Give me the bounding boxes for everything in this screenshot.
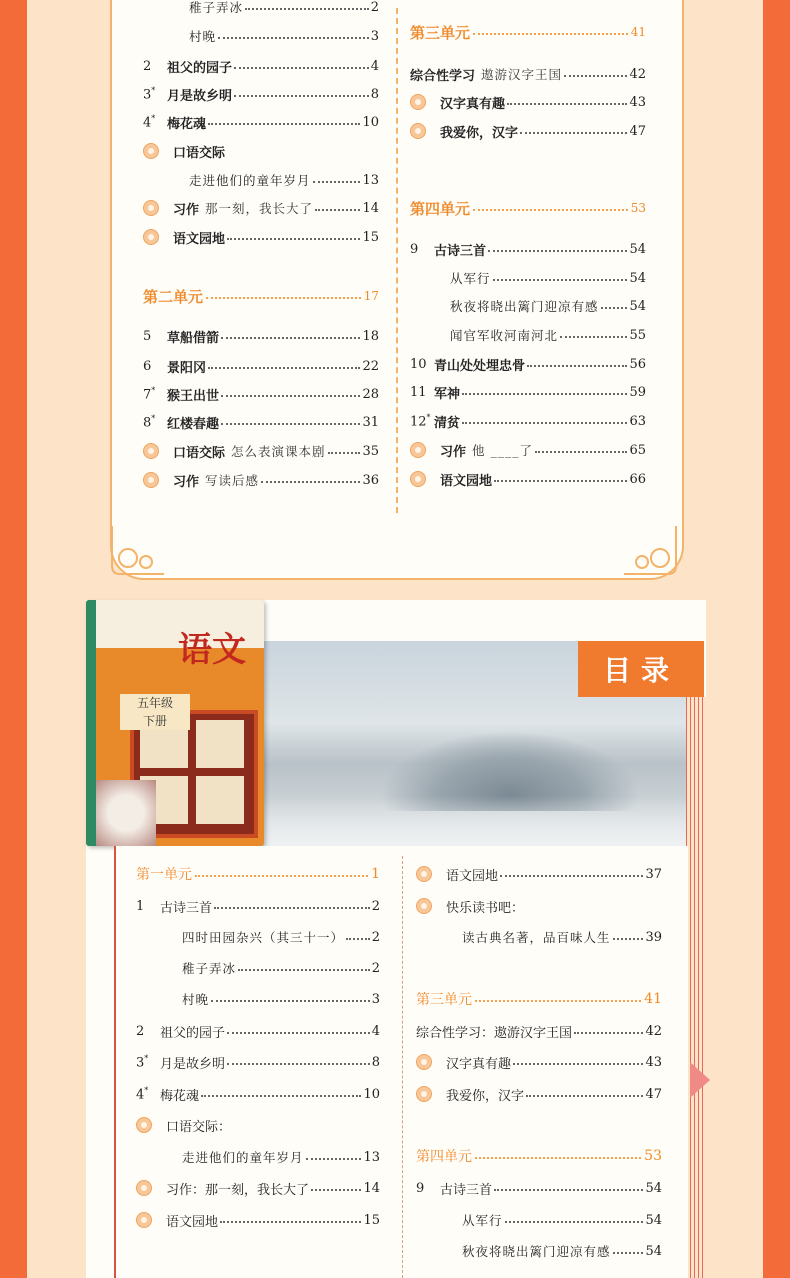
toc-subentry[interactable] bbox=[189, 170, 379, 190]
unit-heading[interactable] bbox=[410, 196, 646, 220]
flower-bullet-icon bbox=[143, 472, 159, 488]
page-edge-lines bbox=[686, 697, 706, 1278]
dot-leader bbox=[201, 1086, 361, 1097]
toc-subentry[interactable] bbox=[462, 927, 662, 947]
book-spine bbox=[86, 600, 96, 846]
lesson-number: 9 bbox=[416, 1180, 425, 1196]
page-number: 54 bbox=[629, 298, 646, 314]
dot-leader bbox=[473, 24, 628, 35]
toc-subentry[interactable] bbox=[189, 26, 379, 46]
dot-leader bbox=[475, 991, 641, 1002]
entry-title: 综合性学习 bbox=[410, 68, 476, 84]
entry-title: 古诗三首 bbox=[440, 1182, 493, 1198]
dot-leader bbox=[313, 172, 361, 183]
dot-leader bbox=[520, 123, 627, 134]
toc-subentry[interactable] bbox=[462, 1210, 662, 1230]
flower-bullet-icon bbox=[410, 442, 426, 458]
dot-leader bbox=[195, 866, 368, 877]
entry-title: 习作 bbox=[173, 202, 200, 218]
unit-heading[interactable] bbox=[416, 1144, 662, 1168]
dot-leader bbox=[311, 1180, 361, 1191]
lesson-number: 2 bbox=[136, 1023, 145, 1039]
page-number: 31 bbox=[362, 414, 379, 430]
dot-leader bbox=[315, 200, 360, 211]
entry-title: 习作 bbox=[173, 474, 200, 490]
dot-leader bbox=[526, 1086, 643, 1097]
toc-subentry[interactable] bbox=[462, 1241, 662, 1261]
lesson-number: 9 bbox=[410, 241, 419, 257]
entry-title: 从军行 bbox=[450, 271, 491, 286]
lesson-number: 12* bbox=[410, 412, 431, 430]
entry-title: 村晚 bbox=[189, 29, 217, 44]
entry-title: 汉字真有趣 bbox=[440, 96, 506, 112]
page-number: 47 bbox=[645, 1086, 662, 1102]
toc-entry[interactable] bbox=[410, 121, 646, 141]
page-number: 54 bbox=[645, 1212, 662, 1228]
entry-title: 口语交际 bbox=[173, 445, 226, 461]
page-number: 14 bbox=[363, 1180, 380, 1196]
toc-entry[interactable] bbox=[410, 239, 646, 259]
toc-entry[interactable] bbox=[410, 411, 646, 431]
flower-bullet-icon bbox=[410, 471, 426, 487]
toc-entry[interactable] bbox=[143, 56, 379, 76]
star-mark: * bbox=[144, 1085, 149, 1095]
dot-leader bbox=[500, 866, 643, 877]
entry-title: 猴王出世 bbox=[167, 388, 220, 404]
corner-ornament-right bbox=[620, 522, 680, 578]
dot-leader bbox=[214, 898, 370, 909]
star-mark: * bbox=[151, 113, 156, 123]
dot-leader bbox=[560, 327, 627, 338]
toc-subentry[interactable] bbox=[450, 325, 646, 345]
page-number: 18 bbox=[362, 328, 379, 344]
page-number: 2 bbox=[370, 0, 379, 15]
unit-title: 第二单元 bbox=[143, 287, 204, 306]
entry-subtitle: 他 ____了 bbox=[472, 443, 533, 458]
right-orange-border bbox=[763, 0, 790, 1278]
column-divider-bottom bbox=[402, 856, 403, 1278]
toc-entry[interactable] bbox=[416, 896, 662, 916]
toc-entry[interactable] bbox=[136, 1021, 380, 1041]
page-number: 54 bbox=[645, 1243, 662, 1259]
entry-title: 语文园地 bbox=[446, 868, 499, 884]
page-number: 3 bbox=[370, 28, 379, 44]
entry-title: 语文园地 bbox=[173, 231, 226, 247]
unit-heading[interactable] bbox=[143, 284, 379, 308]
lesson-number: 5 bbox=[143, 328, 152, 344]
toc-entry[interactable] bbox=[410, 64, 646, 84]
toc-entry[interactable] bbox=[136, 1052, 380, 1072]
toc-subentry[interactable] bbox=[189, 0, 379, 17]
entry-title: 走进他们的童年岁月 bbox=[182, 1150, 304, 1165]
grade-label bbox=[120, 694, 190, 730]
lesson-number: 4* bbox=[136, 1085, 149, 1103]
book-title: 语文 bbox=[178, 630, 246, 670]
entry-title: 口语交际 bbox=[173, 145, 226, 161]
page-number: 54 bbox=[645, 1180, 662, 1196]
dot-leader bbox=[238, 960, 370, 971]
page-number: 47 bbox=[629, 123, 646, 139]
flower-bullet-icon bbox=[143, 200, 159, 216]
entry-title: 秋夜将晓出篱门迎凉有感 bbox=[450, 299, 599, 314]
page-number: 54 bbox=[629, 241, 646, 257]
entry-subtitle: 那一刻，我长大了 bbox=[205, 201, 314, 216]
page-number: 22 bbox=[362, 358, 379, 374]
dot-leader bbox=[462, 384, 627, 395]
toc-subentry[interactable] bbox=[182, 958, 380, 978]
unit-heading[interactable] bbox=[136, 862, 380, 886]
toc-entry[interactable] bbox=[136, 896, 380, 916]
lesson-number: 1 bbox=[136, 898, 145, 914]
flower-bullet-icon bbox=[416, 898, 432, 914]
page-number: 42 bbox=[629, 66, 646, 82]
dot-leader bbox=[494, 1180, 643, 1191]
toc-subentry[interactable] bbox=[450, 296, 646, 316]
entry-title: 走进他们的童年岁月 bbox=[189, 173, 311, 188]
dot-leader bbox=[211, 991, 370, 1002]
entry-title: 闻官军收河南河北 bbox=[450, 328, 559, 343]
lesson-number: 4* bbox=[143, 113, 156, 131]
page-number: 28 bbox=[362, 386, 379, 402]
unit-title: 第一单元 bbox=[136, 867, 192, 883]
lesson-number: 3* bbox=[136, 1053, 149, 1071]
dot-leader bbox=[234, 58, 369, 69]
page-number: 4 bbox=[371, 1023, 380, 1039]
lesson-number: 8* bbox=[143, 413, 156, 431]
page-number: 56 bbox=[629, 356, 646, 372]
page-number: 37 bbox=[645, 866, 662, 882]
entry-title: 古诗三首 bbox=[434, 243, 487, 259]
star-mark: * bbox=[151, 385, 156, 395]
snowy-plum-illustration bbox=[96, 780, 156, 846]
page-number: 59 bbox=[629, 384, 646, 400]
toc-subentry[interactable] bbox=[450, 268, 646, 288]
toc-subentry[interactable] bbox=[182, 1147, 380, 1167]
dot-leader bbox=[346, 929, 370, 940]
page-number: 10 bbox=[362, 114, 379, 130]
dot-leader bbox=[494, 471, 627, 482]
page-number: 41 bbox=[644, 991, 662, 1007]
dot-leader bbox=[261, 472, 360, 483]
page-number: 13 bbox=[363, 1149, 380, 1165]
flower-bullet-icon bbox=[416, 1054, 432, 1070]
bookmark-arrow-icon bbox=[690, 1062, 710, 1098]
page-number: 2 bbox=[371, 929, 380, 945]
star-mark: * bbox=[151, 85, 156, 95]
snow-ground bbox=[260, 796, 686, 846]
toc-entry[interactable] bbox=[136, 1178, 380, 1198]
page-number: 1 bbox=[371, 866, 380, 882]
page-number: 54 bbox=[629, 270, 646, 286]
entry-title: 从军行 bbox=[462, 1213, 503, 1228]
page-number: 15 bbox=[363, 1212, 380, 1228]
dot-leader bbox=[306, 1149, 362, 1160]
unit-title: 第三单元 bbox=[410, 23, 471, 42]
dot-leader bbox=[488, 241, 627, 252]
toc-entry[interactable] bbox=[143, 326, 379, 346]
page-number: 8 bbox=[371, 1054, 380, 1070]
entry-title: 稚子弄冰 bbox=[182, 961, 237, 976]
toc-entry[interactable] bbox=[143, 198, 379, 218]
entry-title: 梅花魂 bbox=[167, 116, 207, 132]
entry-title: 读古典名著，品百味人生 bbox=[462, 930, 611, 945]
toc-entry[interactable] bbox=[143, 141, 379, 161]
dot-leader bbox=[328, 443, 361, 454]
entry-subtitle: 遨游汉字王国 bbox=[481, 67, 563, 82]
dot-leader bbox=[462, 413, 627, 424]
page-number: 2 bbox=[371, 960, 380, 976]
dot-leader bbox=[221, 328, 360, 339]
entry-title: 综合性学习：遨游汉字王国 bbox=[416, 1025, 573, 1041]
entry-title: 军神 bbox=[434, 386, 461, 402]
dot-leader bbox=[473, 200, 628, 211]
unit-title: 第四单元 bbox=[410, 199, 471, 218]
flower-bullet-icon bbox=[136, 1212, 152, 1228]
entry-title: 古诗三首 bbox=[160, 900, 213, 916]
dot-leader bbox=[245, 0, 369, 10]
lesson-number: 11 bbox=[410, 384, 427, 400]
entry-title: 汉字真有趣 bbox=[446, 1056, 512, 1072]
page-number: 17 bbox=[363, 289, 379, 303]
toc-entry[interactable] bbox=[410, 440, 646, 460]
entry-title: 红楼春趣 bbox=[167, 416, 220, 432]
entry-title: 四时田园杂兴（其三十一） bbox=[182, 930, 345, 945]
flower-bullet-icon bbox=[143, 443, 159, 459]
dot-leader bbox=[234, 86, 369, 97]
lesson-number: 10 bbox=[410, 356, 427, 372]
page-number: 53 bbox=[630, 201, 646, 215]
star-mark: * bbox=[151, 413, 156, 423]
page-number: 36 bbox=[362, 472, 379, 488]
entry-title: 祖父的园子 bbox=[160, 1025, 226, 1041]
entry-title: 梅花魂 bbox=[160, 1088, 200, 1104]
page-number: 39 bbox=[645, 929, 662, 945]
entry-title: 草船借箭 bbox=[167, 330, 220, 346]
toc-entry[interactable] bbox=[136, 1115, 380, 1135]
entry-title: 村晚 bbox=[182, 992, 210, 1007]
page-number: 15 bbox=[362, 229, 379, 245]
entry-subtitle: 怎么表演课本剧 bbox=[231, 444, 326, 459]
entry-title: 语文园地 bbox=[166, 1214, 219, 1230]
unit-heading[interactable] bbox=[410, 20, 646, 44]
toc-entry[interactable] bbox=[136, 1084, 380, 1104]
entry-title: 月是故乡明 bbox=[160, 1056, 226, 1072]
toc-subentry[interactable] bbox=[182, 927, 380, 947]
page-number: 42 bbox=[645, 1023, 662, 1039]
dot-leader bbox=[613, 1243, 644, 1254]
dot-leader bbox=[513, 1054, 643, 1065]
page-number: 63 bbox=[629, 413, 646, 429]
toc-entry[interactable] bbox=[410, 92, 646, 112]
page-number: 43 bbox=[629, 94, 646, 110]
toc-entry[interactable] bbox=[143, 441, 379, 461]
toc-entry[interactable] bbox=[410, 382, 646, 402]
page-number: 4 bbox=[370, 58, 379, 74]
dot-leader bbox=[601, 298, 628, 309]
dot-leader bbox=[505, 1212, 644, 1223]
page-number: 13 bbox=[362, 172, 379, 188]
toc-entry[interactable] bbox=[136, 1210, 380, 1230]
left-orange-border bbox=[0, 0, 27, 1278]
dot-leader bbox=[493, 270, 628, 281]
dot-leader bbox=[527, 356, 627, 367]
dot-leader bbox=[227, 1054, 370, 1065]
volume-text: 下册 bbox=[142, 714, 167, 728]
entry-title: 青山处处埋忠骨 bbox=[434, 358, 526, 374]
page-number: 66 bbox=[629, 471, 646, 487]
toc-entry[interactable] bbox=[143, 227, 379, 247]
flower-bullet-icon bbox=[410, 123, 426, 139]
toc-entry[interactable] bbox=[143, 84, 379, 104]
page-number: 41 bbox=[630, 25, 646, 39]
flower-bullet-icon bbox=[136, 1117, 152, 1133]
entry-title: 快乐读书吧： bbox=[446, 900, 525, 916]
flower-bullet-icon bbox=[143, 229, 159, 245]
page-number: 14 bbox=[362, 200, 379, 216]
entry-title: 语文园地 bbox=[440, 473, 493, 489]
dot-leader bbox=[475, 1148, 641, 1159]
entry-title: 稚子弄冰 bbox=[189, 0, 244, 15]
flower-bullet-icon bbox=[136, 1180, 152, 1196]
dot-leader bbox=[221, 414, 360, 425]
page-number: 43 bbox=[645, 1054, 662, 1070]
dot-leader bbox=[507, 94, 627, 105]
star-mark: * bbox=[144, 1053, 149, 1063]
column-divider bbox=[396, 8, 398, 513]
page-number: 65 bbox=[629, 442, 646, 458]
corner-ornament-left bbox=[108, 522, 168, 578]
entry-title: 习作：那一刻，我长大了 bbox=[166, 1182, 310, 1198]
toc-entry[interactable] bbox=[410, 354, 646, 374]
dot-leader bbox=[206, 288, 361, 299]
dot-leader bbox=[535, 442, 627, 453]
flower-bullet-icon bbox=[416, 1086, 432, 1102]
lesson-number: 3* bbox=[143, 85, 156, 103]
toc-entry[interactable] bbox=[416, 1178, 662, 1198]
page-number: 53 bbox=[644, 1148, 662, 1164]
page-number: 55 bbox=[629, 327, 646, 343]
lesson-number: 7* bbox=[143, 385, 156, 403]
dot-leader bbox=[574, 1023, 643, 1034]
entry-title: 祖父的园子 bbox=[167, 60, 233, 76]
page-number: 3 bbox=[371, 991, 380, 1007]
toc-entry[interactable] bbox=[416, 1021, 662, 1041]
dot-leader bbox=[221, 386, 360, 397]
entry-title: 月是故乡明 bbox=[167, 88, 233, 104]
page-number: 35 bbox=[362, 443, 379, 459]
entry-title: 秋夜将晓出篱门迎凉有感 bbox=[462, 1244, 611, 1259]
toc-entry[interactable] bbox=[143, 356, 379, 376]
toc-entry[interactable] bbox=[143, 412, 379, 432]
lesson-number: 2 bbox=[143, 58, 152, 74]
flower-bullet-icon bbox=[416, 866, 432, 882]
toc-entry[interactable] bbox=[416, 1052, 662, 1072]
unit-title: 第三单元 bbox=[416, 992, 472, 1008]
contents-badge: 目录 bbox=[578, 641, 704, 697]
toc-entry[interactable] bbox=[143, 384, 379, 404]
page-number: 8 bbox=[370, 86, 379, 102]
flower-bullet-icon bbox=[143, 143, 159, 159]
dot-leader bbox=[613, 929, 644, 940]
dot-leader bbox=[564, 66, 627, 77]
dot-leader bbox=[220, 1212, 361, 1223]
entry-title: 习作 bbox=[440, 444, 467, 460]
flower-bullet-icon bbox=[410, 94, 426, 110]
page-number: 2 bbox=[371, 898, 380, 914]
dot-leader bbox=[227, 1023, 370, 1034]
dot-leader bbox=[208, 114, 360, 125]
entry-title: 清贫 bbox=[434, 415, 461, 431]
page-number: 10 bbox=[363, 1086, 380, 1102]
dot-leader bbox=[227, 229, 360, 240]
unit-heading[interactable] bbox=[416, 987, 662, 1011]
toc-entry[interactable] bbox=[416, 1084, 662, 1104]
textbook-cover bbox=[86, 600, 264, 846]
grade-text: 五年级 bbox=[136, 696, 173, 710]
toc-entry[interactable] bbox=[143, 112, 379, 132]
toc-subentry[interactable] bbox=[182, 989, 380, 1009]
entry-title: 我爱你，汉字 bbox=[440, 125, 519, 141]
dot-leader bbox=[208, 358, 360, 369]
star-mark: * bbox=[426, 412, 431, 422]
entry-subtitle: 写读后感 bbox=[205, 473, 260, 488]
entry-title: 口语交际： bbox=[166, 1119, 232, 1135]
dot-leader bbox=[218, 28, 369, 39]
toc-entry[interactable] bbox=[416, 864, 662, 884]
entry-title: 我爱你，汉字 bbox=[446, 1088, 525, 1104]
toc-entry[interactable] bbox=[143, 470, 379, 490]
lesson-number: 6 bbox=[143, 358, 152, 374]
toc-entry[interactable] bbox=[410, 469, 646, 489]
unit-title: 第四单元 bbox=[416, 1149, 472, 1165]
entry-title: 景阳冈 bbox=[167, 360, 207, 376]
